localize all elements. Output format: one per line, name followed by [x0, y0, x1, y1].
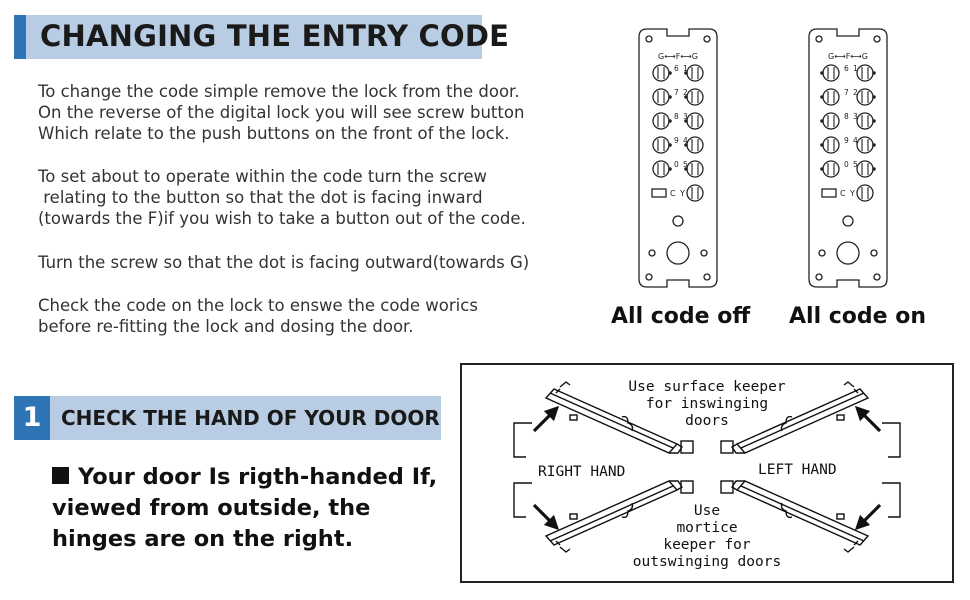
screw-digit-label: 6 — [844, 64, 849, 73]
door-hand-description — [52, 462, 442, 555]
code-screw-icon — [857, 137, 873, 153]
code-screw-icon — [857, 89, 873, 105]
code-screw-icon — [653, 89, 669, 105]
mount-hole-icon — [701, 250, 707, 256]
swing-arrow-icon — [860, 411, 880, 431]
lock-caption-code-off: All code off — [611, 304, 751, 329]
screw-digit-label: 9 — [674, 136, 679, 145]
screw-digit-label: 0 — [674, 160, 679, 169]
mount-hole-icon — [819, 250, 825, 256]
code-screw-icon — [857, 185, 873, 201]
mount-hole-icon — [871, 250, 877, 256]
screw-digit-label: 7 — [844, 88, 849, 97]
step-title-bar — [50, 396, 441, 440]
wall-bracket-bottom-right — [882, 483, 900, 517]
mount-hole-icon — [816, 274, 822, 280]
clear-slot-icon — [822, 189, 836, 197]
code-screw-icon — [687, 113, 703, 129]
screw-dot-icon — [872, 167, 876, 171]
screw-digit-label: 9 — [844, 136, 849, 145]
code-screw-icon — [653, 113, 669, 129]
spindle-hole-icon — [837, 242, 859, 264]
code-screw-icon — [857, 113, 873, 129]
screw-dot-icon — [668, 95, 672, 99]
instruction-paragraph-4: Check the code on the lock to enswe the code worics before re-fitting the lock and dosing the door. — [38, 296, 478, 336]
code-screw-icon — [687, 185, 703, 201]
code-screw-icon — [687, 137, 703, 153]
swing-arrow-icon — [534, 505, 554, 525]
screw-dot-icon — [668, 71, 672, 75]
mount-hole-icon — [646, 36, 652, 42]
screw-digit-label: 3 — [853, 112, 858, 121]
direction-label: G⟷F⟷G — [828, 52, 868, 61]
door-hand-text: Your door Is rigth-handed If, viewed from outside, the hinges are on the right. — [52, 464, 438, 552]
mount-hole-icon — [646, 274, 652, 280]
screw-digit-label: 2 — [853, 88, 858, 97]
instruction-paragraph-3: Turn the screw so that the dot is facing outward(towards G) — [38, 253, 530, 272]
screw-digit-label: 1 — [853, 64, 858, 73]
screw-digit-label: 3 — [683, 112, 688, 121]
screw-digit-label: 7 — [674, 88, 679, 97]
swing-arrow-icon — [860, 505, 880, 525]
code-screw-icon — [857, 161, 873, 177]
left-hand-label: LEFT HAND — [758, 462, 837, 478]
screw-digit-label: 8 — [674, 112, 679, 121]
mount-hole-icon — [816, 36, 822, 42]
mount-hole-icon — [704, 36, 710, 42]
wall-bracket-bottom-left — [514, 483, 532, 517]
screw-digit-label: 5 — [853, 160, 858, 169]
page-title-bar — [14, 15, 510, 59]
right-hand-label: RIGHT HAND — [538, 464, 626, 480]
screw-dot-icon — [668, 143, 672, 147]
page-title: CHANGING THE ENTRY CODE — [40, 19, 510, 53]
y-label: Y — [680, 189, 685, 198]
screw-dot-icon — [820, 167, 824, 171]
code-screw-icon — [653, 65, 669, 81]
c-label: C — [840, 189, 846, 198]
swing-arrow-icon — [534, 411, 554, 431]
wall-bracket-top-left — [514, 423, 532, 457]
c-label: C — [670, 189, 676, 198]
screw-digit-label: 2 — [683, 88, 688, 97]
screw-digit-label: 8 — [844, 112, 849, 121]
screw-dot-icon — [668, 119, 672, 123]
mount-hole-icon — [704, 274, 710, 280]
screw-dot-icon — [872, 95, 876, 99]
clear-slot-icon — [652, 189, 666, 197]
code-screw-icon — [857, 65, 873, 81]
screw-dot-icon — [872, 119, 876, 123]
instruction-paragraph-2: To set about to operate within the code turn the screw relating to the button so that the dot is facing inward (towards the F)if you wish to take a button out of the code. — [38, 167, 526, 228]
y-label: Y — [850, 189, 855, 198]
door-hand-diagram — [460, 363, 954, 583]
spindle-hole-icon — [667, 242, 689, 264]
small-hole-icon — [673, 216, 683, 226]
code-screw-icon — [823, 65, 839, 81]
screw-digit-label: 4 — [683, 136, 688, 145]
screw-dot-icon — [820, 143, 824, 147]
bottom-keeper-note: Use mortice keeper for outswinging doors — [632, 503, 782, 570]
mount-hole-icon — [649, 250, 655, 256]
square-bullet-icon — [52, 467, 69, 484]
step-number-badge: 1 — [14, 396, 50, 440]
screw-digit-label: 0 — [844, 160, 849, 169]
screw-digit-label: 4 — [853, 136, 858, 145]
code-screw-icon — [687, 89, 703, 105]
direction-label: G⟷F⟷G — [658, 52, 698, 61]
wall-bracket-top-right — [882, 423, 900, 457]
small-hole-icon — [843, 216, 853, 226]
mount-hole-icon — [874, 274, 880, 280]
lock-diagram-code-off — [633, 25, 723, 295]
screw-dot-icon — [668, 167, 672, 171]
screw-dot-icon — [820, 95, 824, 99]
code-screw-icon — [823, 161, 839, 177]
screw-digit-label: 6 — [674, 64, 679, 73]
mount-hole-icon — [874, 36, 880, 42]
step-title: CHECK THE HAND OF YOUR DOOR — [61, 406, 440, 430]
code-screw-icon — [653, 161, 669, 177]
screw-dot-icon — [820, 119, 824, 123]
code-screw-icon — [687, 65, 703, 81]
screw-dot-icon — [872, 143, 876, 147]
screw-dot-icon — [872, 71, 876, 75]
screw-digit-label: 1 — [683, 64, 688, 73]
lock-diagram-code-on — [803, 25, 893, 295]
screw-digit-label: 5 — [683, 160, 688, 169]
code-screw-icon — [653, 137, 669, 153]
instruction-paragraph-1: To change the code simple remove the lock from the door. On the reverse of the digital lock you will see screw button Which relate to the push buttons on the front of the lock. — [38, 82, 525, 143]
code-screw-icon — [823, 89, 839, 105]
code-screw-icon — [823, 137, 839, 153]
code-screw-icon — [823, 113, 839, 129]
screw-dot-icon — [820, 71, 824, 75]
lock-caption-code-on: All code on — [789, 304, 927, 329]
top-keeper-note: Use surface keeper for inswinging doors — [628, 379, 786, 429]
code-screw-icon — [687, 161, 703, 177]
